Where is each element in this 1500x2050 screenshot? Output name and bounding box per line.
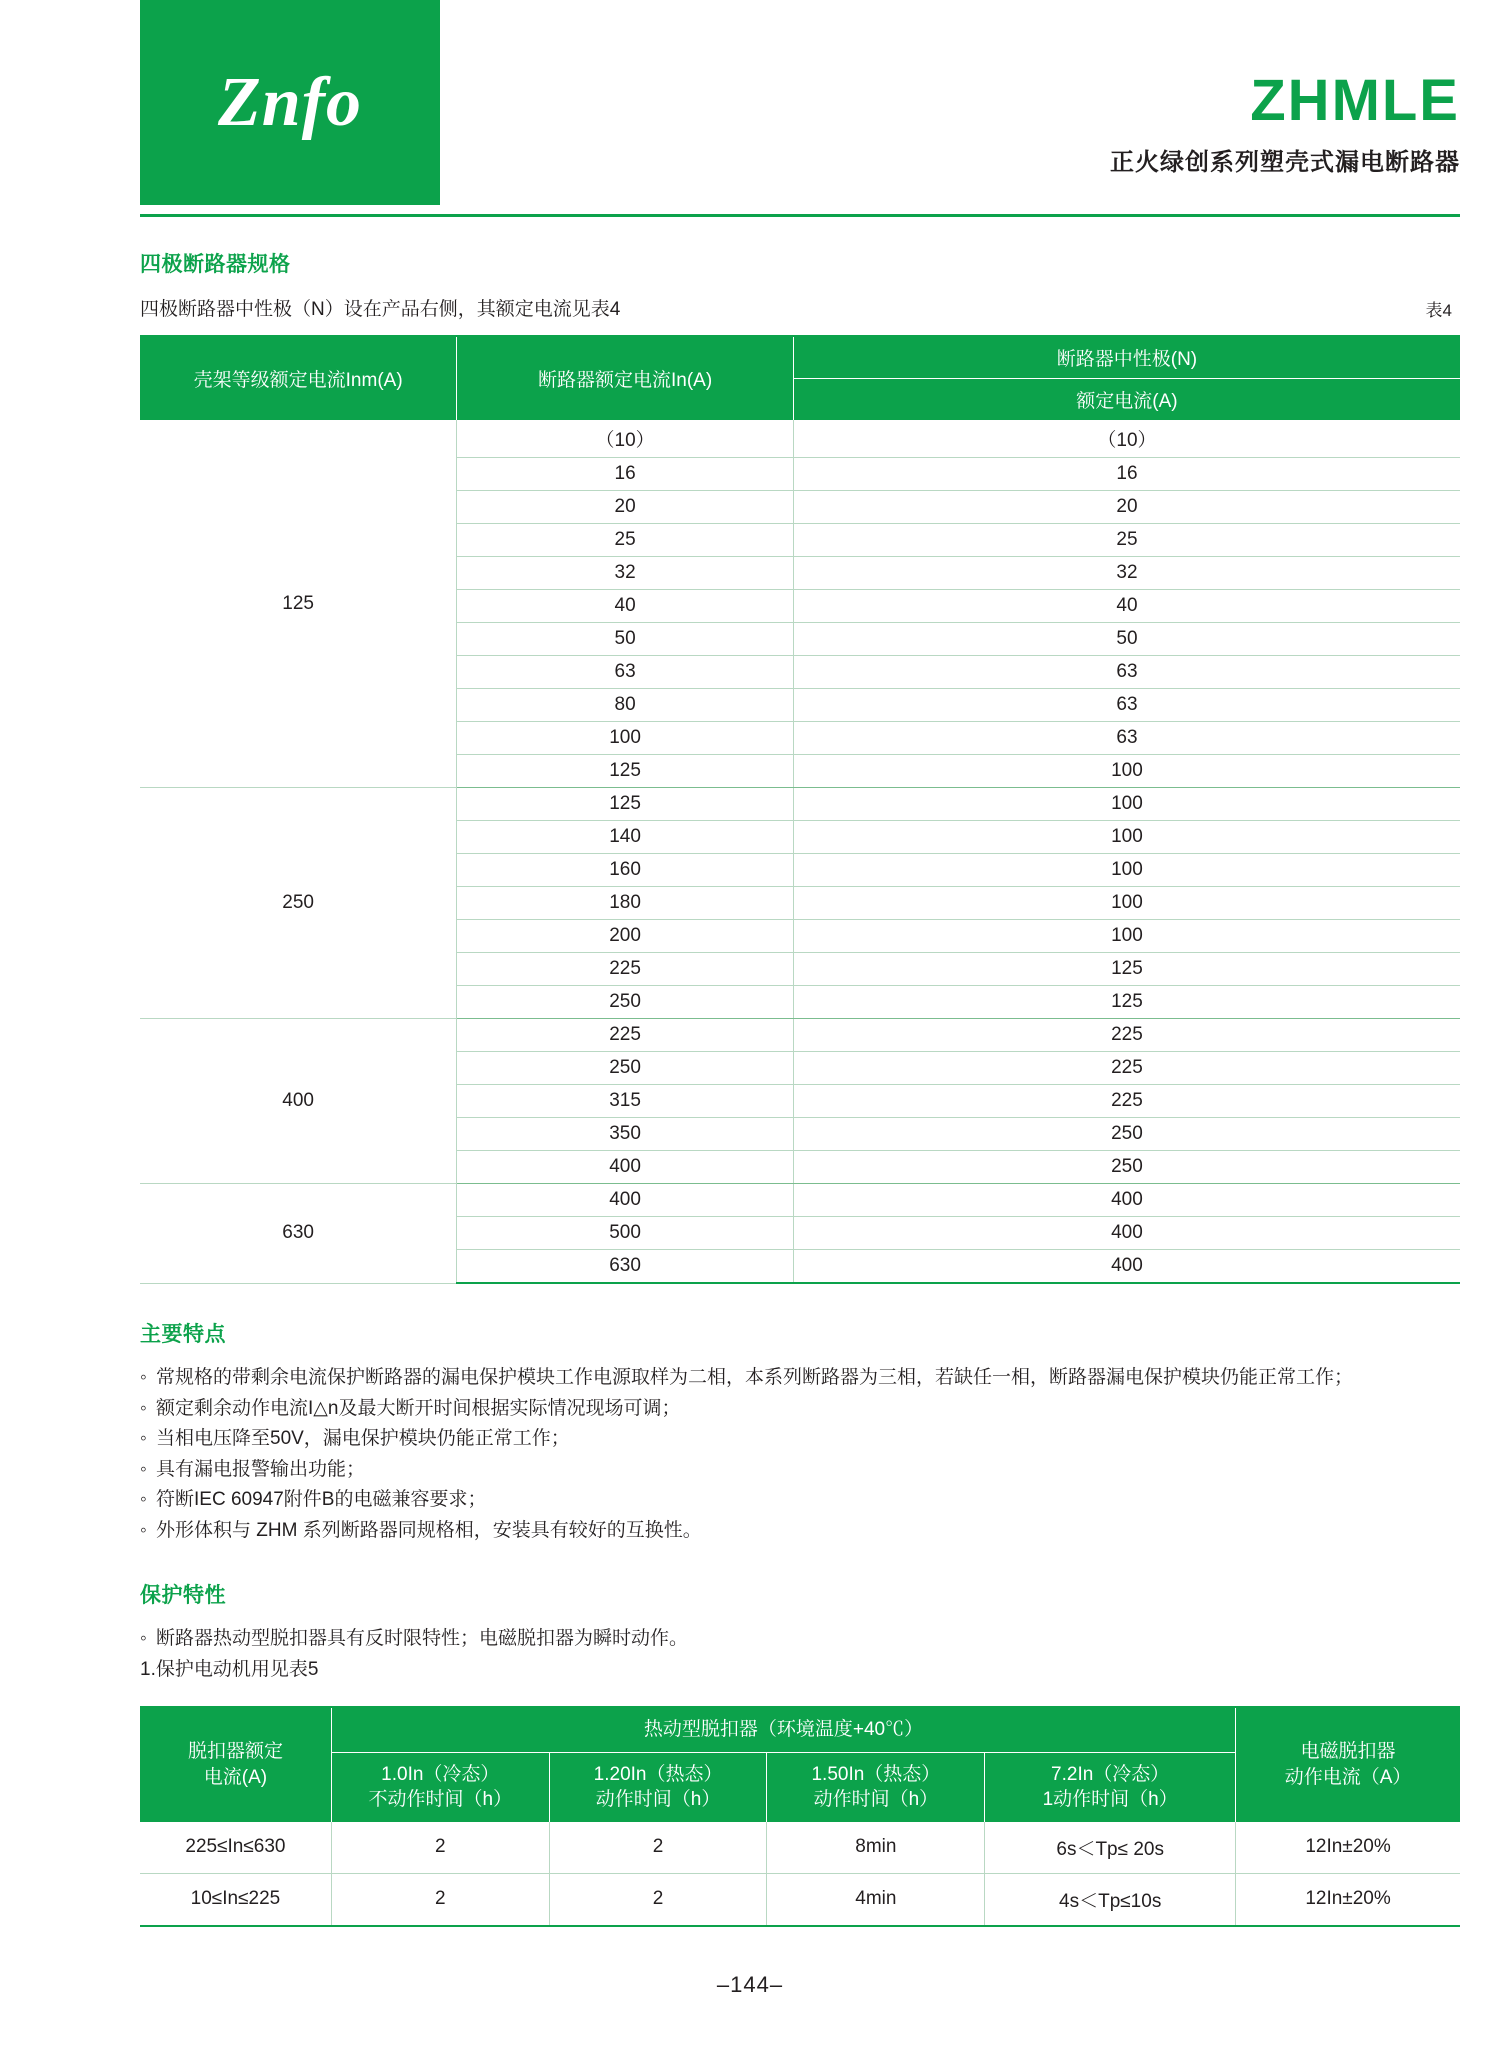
- table5-col-c1-line1: 1.0In（冷态）: [381, 1763, 500, 1785]
- protection-list: [140, 1625, 1460, 1654]
- table4-cell-neutral: 125: [793, 986, 1460, 1019]
- table4-cell-frame: 250: [140, 788, 457, 1019]
- protection-section: [140, 1579, 1460, 1684]
- brand-logo: [140, 0, 440, 205]
- table4-cell-neutral: 20: [793, 491, 1460, 524]
- table5-col-c3-line2: 动作时间（h）: [813, 1789, 939, 1811]
- table4-header-row-1: [140, 336, 1460, 379]
- table4-cell-neutral: 400: [793, 1184, 1460, 1217]
- table4-cell-neutral: 100: [793, 788, 1460, 821]
- table4-cell-neutral: 63: [793, 689, 1460, 722]
- table5-col-c2-line1: 1.20In（热态）: [593, 1763, 723, 1785]
- table4-cell-rated: 63: [457, 656, 794, 689]
- section-title-protection: 保护特性: [140, 1584, 226, 1607]
- list-item: ◦ 符断IEC 60947附件B的电磁兼容要求；: [140, 1486, 1460, 1515]
- specs-intro-row: [140, 294, 1460, 321]
- table5-col-magnetic-line1: 电磁脱扣器: [1300, 1741, 1396, 1763]
- table4-cell-neutral: 40: [793, 590, 1460, 623]
- table4-cell-neutral: 400: [793, 1250, 1460, 1284]
- table4-cell-rated: 400: [457, 1151, 794, 1184]
- table4-cell-rated: （10）: [457, 420, 794, 458]
- table5-cell-c3: 4min: [767, 1873, 985, 1926]
- list-item: ◦ 额定剩余动作电流I△n及最大断开时间根据实际情况现场可调；: [140, 1395, 1460, 1424]
- section-title-specs: 四极断路器规格: [140, 253, 291, 276]
- page-number: –144–: [716, 1972, 784, 1997]
- table4-cell-neutral: 16: [793, 458, 1460, 491]
- table4-cell-frame: 125: [140, 420, 457, 788]
- table4-cell-rated: 25: [457, 524, 794, 557]
- table4-cell-rated: 100: [457, 722, 794, 755]
- table5-col-c3: [767, 1752, 985, 1822]
- table4-cell-rated: 160: [457, 854, 794, 887]
- table4-cell-rated: 16: [457, 458, 794, 491]
- table4-cell-rated: 140: [457, 821, 794, 854]
- table4-cell-neutral: 100: [793, 887, 1460, 920]
- list-item: ◦ 具有漏电报警输出功能；: [140, 1456, 1460, 1485]
- logo-text: Znfo: [218, 63, 362, 141]
- table4-cell-rated: 225: [457, 1019, 794, 1052]
- table5-col-c1-line2: 不动作时间（h）: [368, 1789, 513, 1811]
- table5-head: [140, 1707, 1460, 1822]
- table5-cell-c2: 2: [549, 1873, 767, 1926]
- specs-intro-text: 四极断路器中性极（N）设在产品右侧，其额定电流见表4: [140, 299, 621, 320]
- features-list: [140, 1364, 1460, 1545]
- table5-col-rating: [140, 1707, 331, 1822]
- table5-cell-magnetic: 12In±20%: [1236, 1873, 1460, 1926]
- table4-cell-rated: 125: [457, 788, 794, 821]
- table4-cell-neutral: 100: [793, 821, 1460, 854]
- table-row: [140, 1873, 1460, 1926]
- table4-cell-frame: 630: [140, 1184, 457, 1284]
- table5-col-c1: [331, 1752, 549, 1822]
- table4-cell-neutral: （10）: [793, 420, 1460, 458]
- table4-cell-rated: 20: [457, 491, 794, 524]
- table4-cell-neutral: 32: [793, 557, 1460, 590]
- product-title: ZHMLE: [1250, 68, 1460, 133]
- table5-col-c2-line2: 动作时间（h）: [595, 1789, 721, 1811]
- page-header: [0, 0, 1500, 222]
- table5-col-c4-line1: 7.2In（冷态）: [1051, 1763, 1170, 1785]
- table5-col-c3-line1: 1.50In（热态）: [811, 1763, 941, 1785]
- features-section: [140, 1318, 1460, 1545]
- table5-cell-c4: 4s＜Tp≤10s: [985, 1873, 1236, 1926]
- table5-cell-c2: 2: [549, 1822, 767, 1874]
- table4-cell-frame: 400: [140, 1019, 457, 1184]
- table5-body: [140, 1822, 1460, 1926]
- table4-cell-rated: 250: [457, 986, 794, 1019]
- table4-cell-rated: 180: [457, 887, 794, 920]
- table-row: [140, 420, 1460, 458]
- table4-cell-neutral: 225: [793, 1085, 1460, 1118]
- table5-col-c2: [549, 1752, 767, 1822]
- table4-cell-neutral: 100: [793, 920, 1460, 953]
- table5-col-c4: [985, 1752, 1236, 1822]
- table4-body: [140, 420, 1460, 1283]
- table4-col-neutral-top: 断路器中性极(N): [793, 336, 1460, 379]
- table5-col-c4-line2: 1动作时间（h）: [1042, 1789, 1178, 1811]
- table4-col-neutral-bottom: 额定电流(A): [793, 379, 1460, 421]
- list-item: ◦ 当相电压降至50V，漏电保护模块仍能正常工作；: [140, 1425, 1460, 1454]
- table4-cell-neutral: 63: [793, 722, 1460, 755]
- table4-cell-rated: 350: [457, 1118, 794, 1151]
- table5-cell-c1: 2: [331, 1822, 549, 1874]
- table4-cell-rated: 200: [457, 920, 794, 953]
- page-content: [140, 248, 1460, 1927]
- table5-col-rating-line1: 脱扣器额定: [187, 1741, 283, 1763]
- table-row: [140, 788, 1460, 821]
- table4-cell-neutral: 250: [793, 1151, 1460, 1184]
- table5-col-rating-line2: 电流(A): [203, 1766, 268, 1788]
- table4-cell-neutral: 50: [793, 623, 1460, 656]
- table4-cell-rated: 80: [457, 689, 794, 722]
- table4-cell-neutral: 100: [793, 755, 1460, 788]
- header-divider: [140, 214, 1460, 217]
- table5-cell-c4: 6s＜Tp≤ 20s: [985, 1822, 1236, 1874]
- table4-cell-rated: 400: [457, 1184, 794, 1217]
- list-item: ◦ 断路器热动型脱扣器具有反时限特性；电磁脱扣器为瞬时动作。: [140, 1625, 1460, 1654]
- table4-cell-neutral: 225: [793, 1052, 1460, 1085]
- table4-cell-rated: 315: [457, 1085, 794, 1118]
- table4-col-rated: 断路器额定电流In(A): [457, 336, 794, 420]
- product-subtitle: 正火绿创系列塑壳式漏电断路器: [1110, 149, 1460, 176]
- table-row: [140, 1184, 1460, 1217]
- table4-head: [140, 336, 1460, 420]
- table-four-pole-specs: [140, 335, 1460, 1284]
- table-row: [140, 1822, 1460, 1874]
- table4-cell-rated: 225: [457, 953, 794, 986]
- table4-cell-rated: 125: [457, 755, 794, 788]
- table4-col-frame: 壳架等级额定电流Inm(A): [140, 336, 457, 420]
- table4-cell-neutral: 400: [793, 1217, 1460, 1250]
- table5-cell-rating: 10≤In≤225: [140, 1873, 331, 1926]
- table5-cell-magnetic: 12In±20%: [1236, 1822, 1460, 1874]
- table5-wrapper: [140, 1706, 1460, 1927]
- table5-cell-rating: 225≤In≤630: [140, 1822, 331, 1874]
- section-title-features: 主要特点: [140, 1323, 226, 1346]
- table5-cell-c1: 2: [331, 1873, 549, 1926]
- table4-cell-neutral: 100: [793, 854, 1460, 887]
- table4-cell-rated: 250: [457, 1052, 794, 1085]
- table4-cell-rated: 32: [457, 557, 794, 590]
- table4-cell-neutral: 63: [793, 656, 1460, 689]
- table4-label: 表4: [1425, 301, 1452, 320]
- table4-cell-neutral: 225: [793, 1019, 1460, 1052]
- table4-cell-neutral: 25: [793, 524, 1460, 557]
- table5-group-thermal: 热动型脱扣器（环境温度+40℃）: [331, 1707, 1235, 1752]
- table4-cell-rated: 50: [457, 623, 794, 656]
- table5-col-magnetic: [1236, 1707, 1460, 1822]
- table4-cell-rated: 40: [457, 590, 794, 623]
- table4-cell-neutral: 125: [793, 953, 1460, 986]
- table5-cell-c3: 8min: [767, 1822, 985, 1874]
- table5-col-magnetic-line2: 动作电流（A）: [1284, 1766, 1412, 1788]
- list-item: ◦ 外形体积与 ZHM 系列断路器同规格相，安装具有较好的互换性。: [140, 1517, 1460, 1546]
- header-titles: [1110, 68, 1460, 177]
- table-release-characteristics: [140, 1706, 1460, 1927]
- table4-cell-neutral: 250: [793, 1118, 1460, 1151]
- table4-cell-rated: 630: [457, 1250, 794, 1284]
- table5-header-row-1: [140, 1707, 1460, 1752]
- table4-cell-rated: 500: [457, 1217, 794, 1250]
- table-row: [140, 1019, 1460, 1052]
- list-item: ◦ 常规格的带剩余电流保护断路器的漏电保护模块工作电源取样为二相，本系列断路器为三相，若缺任一相，断路器漏电保护模块仍能正常工作；: [140, 1364, 1460, 1393]
- protection-subnote: 1.保护电动机用见表5: [140, 1658, 319, 1680]
